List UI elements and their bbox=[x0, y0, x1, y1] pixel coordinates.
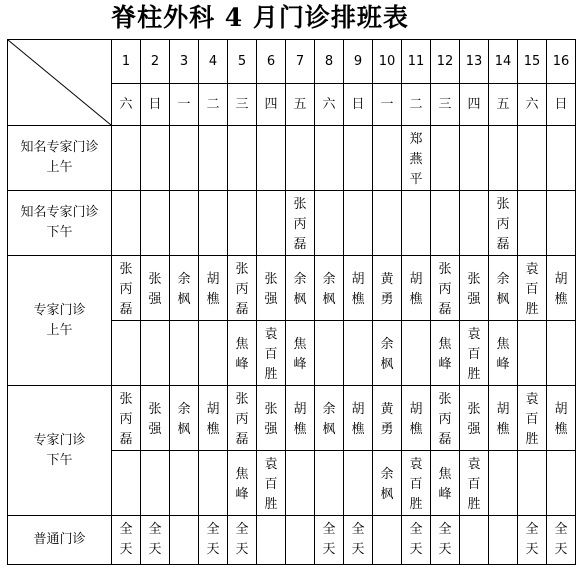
doctor-name: 张丙磊 bbox=[438, 262, 452, 317]
doctor-name: 全天 bbox=[525, 522, 539, 557]
date-cell: 2 bbox=[141, 40, 170, 84]
row-label-line: 知名专家门诊 bbox=[20, 205, 99, 220]
doctor-name: 袁百胜 bbox=[467, 457, 481, 512]
doctor-name: 胡樵 bbox=[409, 402, 423, 437]
weekday-cell: 四 bbox=[257, 84, 286, 126]
schedule-cell bbox=[373, 451, 402, 516]
schedule-cell bbox=[518, 516, 547, 565]
doctor-name: 袁百胜 bbox=[525, 392, 539, 447]
schedule-cell bbox=[402, 451, 431, 516]
schedule-cell bbox=[286, 191, 315, 256]
doctor-name: 张强 bbox=[467, 402, 481, 437]
schedule-cell bbox=[373, 321, 402, 386]
schedule-cell bbox=[489, 321, 518, 386]
row-label-line: 上午 bbox=[46, 160, 73, 175]
date-cell: 13 bbox=[460, 40, 489, 84]
schedule-cell bbox=[431, 126, 460, 191]
doctor-name: 全天 bbox=[322, 522, 336, 557]
row-label bbox=[8, 516, 112, 565]
schedule-cell bbox=[315, 451, 344, 516]
schedule-cell bbox=[489, 386, 518, 451]
doctor-name: 黄勇 bbox=[380, 402, 394, 437]
schedule-cell bbox=[257, 126, 286, 191]
doctor-name: 余枫 bbox=[293, 272, 307, 307]
doctor-name: 胡樵 bbox=[554, 402, 568, 437]
schedule-cell bbox=[431, 256, 460, 321]
weekday-cell: 五 bbox=[286, 84, 315, 126]
schedule-cell bbox=[344, 256, 373, 321]
schedule-cell bbox=[170, 451, 199, 516]
schedule-cell bbox=[344, 516, 373, 565]
date-cell: 9 bbox=[344, 40, 373, 84]
schedule-cell bbox=[315, 516, 344, 565]
schedule-cell bbox=[170, 126, 199, 191]
schedule-cell bbox=[431, 516, 460, 565]
schedule-cell bbox=[112, 386, 141, 451]
schedule-cell bbox=[112, 191, 141, 256]
doctor-name: 全天 bbox=[351, 522, 365, 557]
schedule-cell bbox=[344, 321, 373, 386]
doctor-name: 全天 bbox=[148, 522, 162, 557]
schedule-cell bbox=[257, 516, 286, 565]
schedule-cell bbox=[112, 451, 141, 516]
doctor-name: 张丙磊 bbox=[235, 392, 249, 447]
doctor-name: 张强 bbox=[264, 402, 278, 437]
doctor-name: 全天 bbox=[409, 522, 423, 557]
schedule-cell bbox=[257, 321, 286, 386]
schedule-cell bbox=[199, 126, 228, 191]
doctor-name: 张强 bbox=[148, 402, 162, 437]
schedule-cell bbox=[112, 516, 141, 565]
row-label-line: 下午 bbox=[46, 225, 73, 240]
schedule-cell bbox=[518, 386, 547, 451]
weekday-cell: 日 bbox=[141, 84, 170, 126]
weekday-cell: 四 bbox=[460, 84, 489, 126]
row-label-line: 下午 bbox=[46, 452, 73, 468]
page-title: 脊柱外科 4 月门诊排班表 bbox=[111, 3, 409, 32]
schedule-cell bbox=[170, 191, 199, 256]
schedule-cell bbox=[112, 126, 141, 191]
row-label bbox=[8, 191, 112, 256]
schedule-cell bbox=[460, 516, 489, 565]
doctor-name: 余枫 bbox=[380, 467, 394, 502]
schedule-cell bbox=[431, 191, 460, 256]
doctor-name: 张丙磊 bbox=[293, 197, 307, 252]
schedule-cell bbox=[489, 126, 518, 191]
doctor-name: 全天 bbox=[554, 522, 568, 557]
row-label-line: 专家门诊 bbox=[33, 432, 86, 448]
schedule-cell bbox=[199, 386, 228, 451]
schedule-cell bbox=[431, 321, 460, 386]
doctor-name: 全天 bbox=[235, 522, 249, 557]
schedule-cell bbox=[547, 191, 576, 256]
schedule-cell bbox=[257, 256, 286, 321]
doctor-name: 余枫 bbox=[496, 272, 510, 307]
schedule-cell bbox=[373, 126, 402, 191]
doctor-name: 余枫 bbox=[322, 402, 336, 437]
schedule-cell bbox=[518, 126, 547, 191]
date-cell: 5 bbox=[228, 40, 257, 84]
schedule-cell bbox=[315, 321, 344, 386]
date-cell: 11 bbox=[402, 40, 431, 84]
corner-cell bbox=[8, 40, 112, 126]
schedule-cell bbox=[315, 386, 344, 451]
weekday-cell: 日 bbox=[547, 84, 576, 126]
doctor-name: 张丙磊 bbox=[438, 392, 452, 447]
schedule-cell bbox=[257, 386, 286, 451]
row-label bbox=[8, 126, 112, 191]
schedule-cell bbox=[228, 126, 257, 191]
schedule-cell bbox=[489, 451, 518, 516]
schedule-cell bbox=[141, 256, 170, 321]
doctor-name: 胡樵 bbox=[206, 402, 220, 437]
doctor-name: 焦峰 bbox=[438, 337, 452, 372]
doctor-name: 胡樵 bbox=[206, 272, 220, 307]
schedule-cell bbox=[315, 126, 344, 191]
doctor-name: 焦峰 bbox=[438, 467, 452, 502]
schedule-cell bbox=[489, 256, 518, 321]
schedule-cell bbox=[141, 516, 170, 565]
doctor-name: 黄勇 bbox=[380, 272, 394, 307]
doctor-name: 胡樵 bbox=[554, 272, 568, 307]
schedule-cell bbox=[402, 321, 431, 386]
schedule-cell bbox=[344, 386, 373, 451]
date-cell: 10 bbox=[373, 40, 402, 84]
date-cell: 4 bbox=[199, 40, 228, 84]
schedule-cell bbox=[170, 256, 199, 321]
schedule-cell bbox=[460, 126, 489, 191]
doctor-name: 余枫 bbox=[177, 272, 191, 307]
doctor-name: 袁百胜 bbox=[264, 327, 278, 382]
schedule-cell bbox=[402, 256, 431, 321]
schedule-cell bbox=[228, 516, 257, 565]
schedule-cell bbox=[460, 256, 489, 321]
schedule-cell bbox=[286, 451, 315, 516]
row-label-line: 知名专家门诊 bbox=[20, 140, 99, 155]
schedule-cell bbox=[257, 191, 286, 256]
doctor-name: 胡樵 bbox=[351, 402, 365, 437]
weekday-cell: 六 bbox=[112, 84, 141, 126]
doctor-name: 全天 bbox=[119, 522, 133, 557]
doctor-name: 袁百胜 bbox=[525, 262, 539, 317]
doctor-name: 胡樵 bbox=[496, 402, 510, 437]
schedule-cell bbox=[547, 126, 576, 191]
doctor-name: 郑燕平 bbox=[409, 132, 423, 187]
doctor-name: 张丙磊 bbox=[235, 262, 249, 317]
schedule-cell bbox=[141, 191, 170, 256]
schedule-cell bbox=[344, 451, 373, 516]
schedule-table bbox=[7, 39, 576, 565]
schedule-cell bbox=[373, 386, 402, 451]
weekday-cell: 日 bbox=[344, 84, 373, 126]
doctor-name: 全天 bbox=[438, 522, 452, 557]
schedule-cell bbox=[286, 256, 315, 321]
date-cell: 7 bbox=[286, 40, 315, 84]
schedule-cell bbox=[344, 126, 373, 191]
schedule-cell bbox=[228, 191, 257, 256]
weekday-cell: 六 bbox=[518, 84, 547, 126]
schedule-cell bbox=[199, 321, 228, 386]
weekday-cell: 二 bbox=[199, 84, 228, 126]
date-cell: 6 bbox=[257, 40, 286, 84]
doctor-name: 张丙磊 bbox=[496, 197, 510, 252]
doctor-name: 袁百胜 bbox=[264, 457, 278, 512]
schedule-cell bbox=[547, 321, 576, 386]
row-label bbox=[8, 256, 112, 386]
schedule-cell bbox=[460, 191, 489, 256]
schedule-cell bbox=[489, 191, 518, 256]
doctor-name: 袁百胜 bbox=[467, 327, 481, 382]
schedule-cell bbox=[402, 191, 431, 256]
schedule-cell bbox=[547, 516, 576, 565]
doctor-name: 焦峰 bbox=[235, 337, 249, 372]
schedule-cell bbox=[228, 256, 257, 321]
schedule-cell bbox=[170, 516, 199, 565]
schedule-cell bbox=[518, 451, 547, 516]
date-cell: 15 bbox=[518, 40, 547, 84]
weekday-cell: 一 bbox=[373, 84, 402, 126]
doctor-name: 余枫 bbox=[322, 272, 336, 307]
doctor-name: 全天 bbox=[206, 522, 220, 557]
schedule-cell bbox=[199, 451, 228, 516]
schedule-cell bbox=[460, 451, 489, 516]
schedule-cell bbox=[199, 256, 228, 321]
doctor-name: 胡樵 bbox=[293, 402, 307, 437]
diagonal-line bbox=[8, 40, 111, 125]
doctor-name: 张强 bbox=[467, 272, 481, 307]
date-cell: 8 bbox=[315, 40, 344, 84]
schedule-cell bbox=[112, 321, 141, 386]
doctor-name: 张丙磊 bbox=[119, 392, 133, 447]
date-cell: 3 bbox=[170, 40, 199, 84]
doctor-name: 胡樵 bbox=[409, 272, 423, 307]
schedule-cell bbox=[141, 126, 170, 191]
schedule-cell bbox=[518, 256, 547, 321]
schedule-cell bbox=[460, 321, 489, 386]
schedule-cell bbox=[112, 256, 141, 321]
weekday-cell: 三 bbox=[228, 84, 257, 126]
row-label-line: 专家门诊 bbox=[33, 302, 86, 318]
schedule-cell bbox=[373, 191, 402, 256]
schedule-cell bbox=[286, 516, 315, 565]
schedule-cell bbox=[460, 386, 489, 451]
doctor-name: 焦峰 bbox=[293, 337, 307, 372]
schedule-cell bbox=[547, 451, 576, 516]
schedule-cell bbox=[228, 386, 257, 451]
schedule-cell bbox=[141, 386, 170, 451]
schedule-cell bbox=[228, 321, 257, 386]
row-label bbox=[8, 386, 112, 516]
doctor-name: 张强 bbox=[148, 272, 162, 307]
schedule-cell bbox=[170, 386, 199, 451]
schedule-cell bbox=[402, 516, 431, 565]
schedule-cell bbox=[518, 321, 547, 386]
doctor-name: 余枫 bbox=[177, 402, 191, 437]
doctor-name: 胡樵 bbox=[351, 272, 365, 307]
date-cell: 1 bbox=[112, 40, 141, 84]
schedule-cell bbox=[199, 191, 228, 256]
schedule-cell bbox=[286, 126, 315, 191]
weekday-cell: 六 bbox=[315, 84, 344, 126]
schedule-cell bbox=[431, 386, 460, 451]
schedule-cell bbox=[286, 386, 315, 451]
weekday-cell: 二 bbox=[402, 84, 431, 126]
schedule-cell bbox=[170, 321, 199, 386]
schedule-cell bbox=[402, 386, 431, 451]
schedule-cell bbox=[315, 191, 344, 256]
schedule-cell bbox=[373, 256, 402, 321]
schedule-cell bbox=[141, 451, 170, 516]
schedule-cell bbox=[547, 386, 576, 451]
doctor-name: 张丙磊 bbox=[119, 262, 133, 317]
schedule-cell bbox=[315, 256, 344, 321]
date-cell: 14 bbox=[489, 40, 518, 84]
doctor-name: 张强 bbox=[264, 272, 278, 307]
schedule-cell bbox=[286, 321, 315, 386]
row-label-line: 上午 bbox=[46, 322, 73, 338]
weekday-cell: 五 bbox=[489, 84, 518, 126]
date-cell: 12 bbox=[431, 40, 460, 84]
doctor-name: 焦峰 bbox=[496, 337, 510, 372]
doctor-name: 余枫 bbox=[380, 337, 394, 372]
schedule-cell bbox=[402, 126, 431, 191]
schedule-cell bbox=[199, 516, 228, 565]
schedule-cell bbox=[257, 451, 286, 516]
date-cell: 16 bbox=[547, 40, 576, 84]
schedule-cell bbox=[431, 451, 460, 516]
schedule-cell bbox=[344, 191, 373, 256]
row-label-line: 普通门诊 bbox=[33, 532, 86, 547]
schedule-cell bbox=[373, 516, 402, 565]
weekday-cell: 一 bbox=[170, 84, 199, 126]
schedule-cell bbox=[547, 256, 576, 321]
schedule-cell bbox=[518, 191, 547, 256]
weekday-cell: 三 bbox=[431, 84, 460, 126]
doctor-name: 袁百胜 bbox=[409, 457, 423, 512]
schedule-cell bbox=[141, 321, 170, 386]
doctor-name: 焦峰 bbox=[235, 467, 249, 502]
schedule-cell bbox=[228, 451, 257, 516]
schedule-cell bbox=[489, 516, 518, 565]
